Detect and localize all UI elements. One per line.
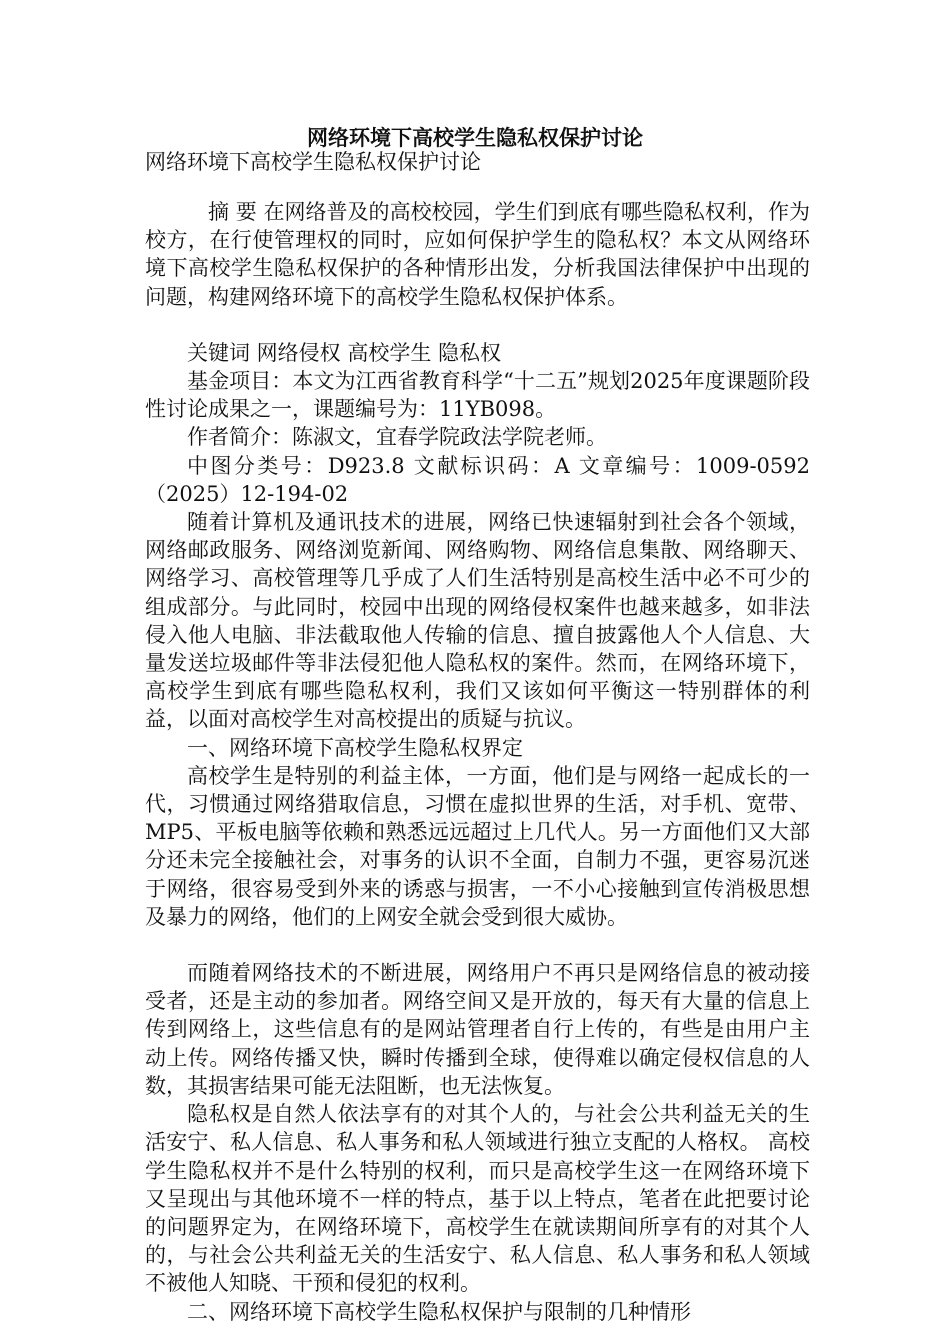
section-heading: 一、网络环境下高校学生隐私权界定	[187, 735, 523, 760]
abstract-paragraph: 摘 要 在网络普及的高校校园，学生们到底有哪些隐私权利，作为校方，在行使管理权的同时，应如何保护学生的隐私权？本文从网络环境下高校学生隐私权保护的各种情形出发，分析我国法律保护中出现的问题，构建网络环境下的高校学生隐私权保护体系。	[145, 200, 810, 309]
document-title: 网络环境下高校学生隐私权保护讨论	[307, 125, 643, 150]
body-paragraph: 随着计算机及通讯技术的进展，网络已快速辐射到社会各个领域，网络邮政服务、网络浏览新闻、网络购物、网络信息集散、网络聊天、网络学习、高校管理等几乎成了人们生活特别是高校生活中必不可少的组成部分。与此同时，校园中出现的网络侵权案件也越来越多，如非法侵入他人电脑、非法截取他人传输的信息、擅自披露他人个人信息、大量发送垃圾邮件等非法侵犯他人隐私权的案件。然而，在网络环境下，高校学生到底有哪些隐私权利，我们又该如何平衡这一特别群体的利益，以面对高校学生对高校提出的质疑与抗议。	[145, 510, 810, 732]
classification-line: 中图分类号：D923.8 文献标识码：A 文章编号：1009-0592（2025）12-194-02	[145, 453, 810, 506]
keywords-line: 关键词 网络侵权 高校学生 隐私权	[187, 340, 502, 365]
document-subtitle: 网络环境下高校学生隐私权保护讨论	[145, 150, 481, 174]
fund-line: 基金项目：本文为江西省教育科学“十二五”规划2025年度课题阶段性讨论成果之一，课题编号为：11YB098。	[145, 369, 810, 422]
body-paragraph: 而随着网络技术的不断进展，网络用户不再只是网络信息的被动接受者，还是主动的参加者。网络空间又是开放的，每天有大量的信息上传到网络上，这些信息有的是网站管理者自行上传的，有些是由用户主动上传。网络传播又快，瞬时传播到全球，使得难以确定侵权信息的人数，其损害结果可能无法阻断，也无法恢复。	[145, 961, 810, 1098]
body-paragraph: 高校学生是特别的利益主体，一方面，他们是与网络一起成长的一代，习惯通过网络猎取信息，习惯在虚拟世界的生活，对手机、宽带、MP5、平板电脑等依赖和熟悉远远超过上几代人。另一方面他们又大部分还未完全接触社会，对事务的认识不全面，自制力不强，更容易沉迷于网络，很容易受到外来的诱惑与损害，一不小心接触到宣传消极思想及暴力的网络，他们的上网安全就会受到很大威协。	[145, 763, 810, 929]
section-heading: 二、网络环境下高校学生隐私权保护与限制的几种情形	[187, 1299, 691, 1324]
author-line: 作者简介：陈淑文，宜春学院政法学院老师。	[187, 425, 607, 450]
body-paragraph: 隐私权是自然人依法享有的对其个人的，与社会公共利益无关的生活安宁、私人信息、私人事务和私人领域进行独立支配的人格权。 高校学生隐私权并不是什么特别的权利，而只是高校学生这一在网络环境下又呈现出与其他环境不一样的特点，基于以上特点，笔者在此把要讨论的问题界定为，在网络环境下，高校学生在就读期间所享有的对其个人的，与社会公共利益无关的生活安宁、私人信息、私人事务和私人领域不被他人知晓、干预和侵犯的权利。	[145, 1102, 810, 1296]
document-body	[145, 198, 810, 1326]
